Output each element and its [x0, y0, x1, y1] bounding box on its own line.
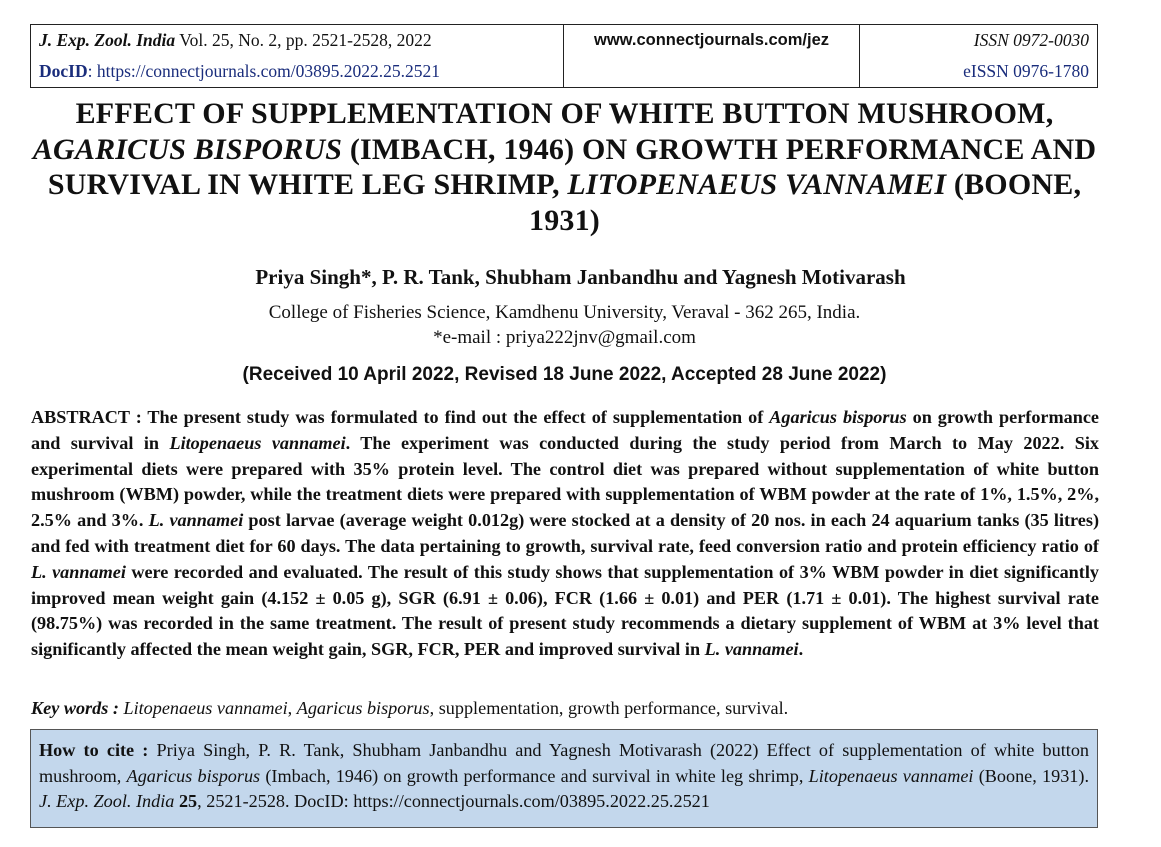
- abstract-text-6: .: [798, 639, 804, 660]
- cite-journal: J. Exp. Zool. India: [39, 791, 175, 811]
- keyword-sep: ,: [287, 698, 297, 718]
- cite-label: How to cite :: [39, 740, 149, 760]
- keywords-label: Key words :: [31, 698, 119, 718]
- cite-text-2: (Imbach, 1946) on growth performance and survival in white leg shrimp,: [260, 765, 809, 786]
- journal-header: [30, 24, 1098, 88]
- affiliation-block: [0, 300, 1129, 350]
- abstract-species-3: L. vannamei: [148, 510, 244, 531]
- title-species-2: LITOPENAEUS VANNAMEI: [567, 168, 947, 201]
- email: *e-mail : priya222jnv@gmail.com: [433, 327, 696, 348]
- keywords-rest: , supplementation, growth performance, survival.: [429, 698, 789, 718]
- doc-id[interactable]: [39, 61, 555, 82]
- affiliation: College of Fisheries Science, Kamdhenu University, Veraval - 362 265, India.: [268, 302, 861, 323]
- journal-name: J. Exp. Zool. India: [39, 30, 176, 50]
- abstract-species-1: Agaricus bisporus: [769, 407, 907, 427]
- paper-title: [22, 96, 1107, 238]
- keyword-1: Litopenaeus vannamei: [118, 698, 288, 718]
- abstract-text-5: were recorded and evaluated. The result of this study shows that supplementation of 3% WBM powder in diet significantly improved mean weight gain (4.152 ± 0.05 g), SGR (6.91 ± 0.06), FCR (1.66 ± 0.01) and PER (1.71 ± 0.01). The highest survival rate (98.75%) was recorded in the same treatment. The result of present study recommends a dietary supplement of WBM at 3% level that significantly affected the mean weight gain, SGR, FCR, PER and improved survival in: [31, 561, 1099, 660]
- journal-citation: [39, 30, 555, 51]
- abstract-text-1: ABSTRACT : The present study was formulated to find out the effect of supplementation of: [31, 407, 770, 427]
- authors: Priya Singh*, P. R. Tank, Shubham Janbandhu and Yagnesh Motivarash: [255, 265, 906, 289]
- cite-species-1: Agaricus bisporus: [126, 765, 261, 786]
- abstract-text-3: . The experiment was conducted during the study period from March to May 2022. Six experimental diets were prepared with 35% protein level. The control diet was prepared without supplementation of white button mushroom (WBM) powder, while the treatment diets were prepared with supplementation of WBM powder at the rate of 1%, 1.5%, 2%, 2.5% and 3%.: [31, 432, 1099, 531]
- abstract-species-2: Litopenaeus vannamei: [169, 432, 346, 453]
- doc-id-url[interactable]: : https://connectjournals.com/03895.2022.25.2521: [87, 61, 441, 81]
- header-right-cell: [859, 25, 1097, 87]
- header-left-cell: [31, 25, 563, 87]
- journal-website[interactable]: www.connectjournals.com/jez: [593, 31, 830, 49]
- cite-species-2: Litopenaeus vannamei: [808, 765, 974, 786]
- title-species-1: AGARICUS BISPORUS: [32, 132, 343, 166]
- volume-info: Vol. 25, No. 2, pp. 2521-2528, 2022: [179, 30, 432, 50]
- abstract-species-4: L. vannamei: [31, 561, 126, 582]
- keyword-2: Agaricus bisporus: [296, 698, 430, 718]
- keywords: [31, 698, 1099, 719]
- abstract-species-5: L. vannamei: [704, 639, 799, 660]
- title-part-2: (IMBACH, 1946) ON GROWTH PERFORMANCE AND SURVIVAL IN WHITE LEG SHRIMP,: [47, 132, 1097, 201]
- received-dates: (Received 10 April 2022, Revised 18 June 2022, Accepted 28 June 2022): [242, 364, 887, 385]
- abstract-text-2: on growth performance and survival in: [31, 407, 1100, 453]
- title-part-1: EFFECT OF SUPPLEMENTATION OF WHITE BUTTON MUSHROOM,: [75, 97, 1054, 130]
- cite-volume: 25: [178, 791, 198, 811]
- cite-text-3: (Boone, 1931).: [973, 765, 1089, 786]
- eissn: eISSN 0976-1780: [963, 61, 1089, 81]
- abstract-text-4: post larvae (average weight 0.012g) were stocked at a density of 20 nos. in each 24 aquarium tanks (35 litres) and fed with treatment diet for 60 days. The data pertaining to growth, survival rate, feed conversion ratio and protein efficiency ratio of: [31, 510, 1100, 556]
- abstract: [31, 405, 1099, 663]
- how-to-cite-box: [30, 729, 1098, 828]
- title-part-3: (BOONE, 1931): [529, 168, 1082, 237]
- doc-id-label: DocID: [39, 61, 88, 81]
- issn: ISSN 0972-0030: [973, 30, 1089, 50]
- cite-text-5[interactable]: , 2521-2528. DocID: https://connectjournals.com/03895.2022.25.2521: [197, 791, 710, 811]
- header-mid-cell: [563, 25, 859, 87]
- cite-text-1: Priya Singh, P. R. Tank, Shubham Janbandhu and Yagnesh Motivarash (2022) Effect of supplementation of white button mushroom,: [39, 740, 1090, 786]
